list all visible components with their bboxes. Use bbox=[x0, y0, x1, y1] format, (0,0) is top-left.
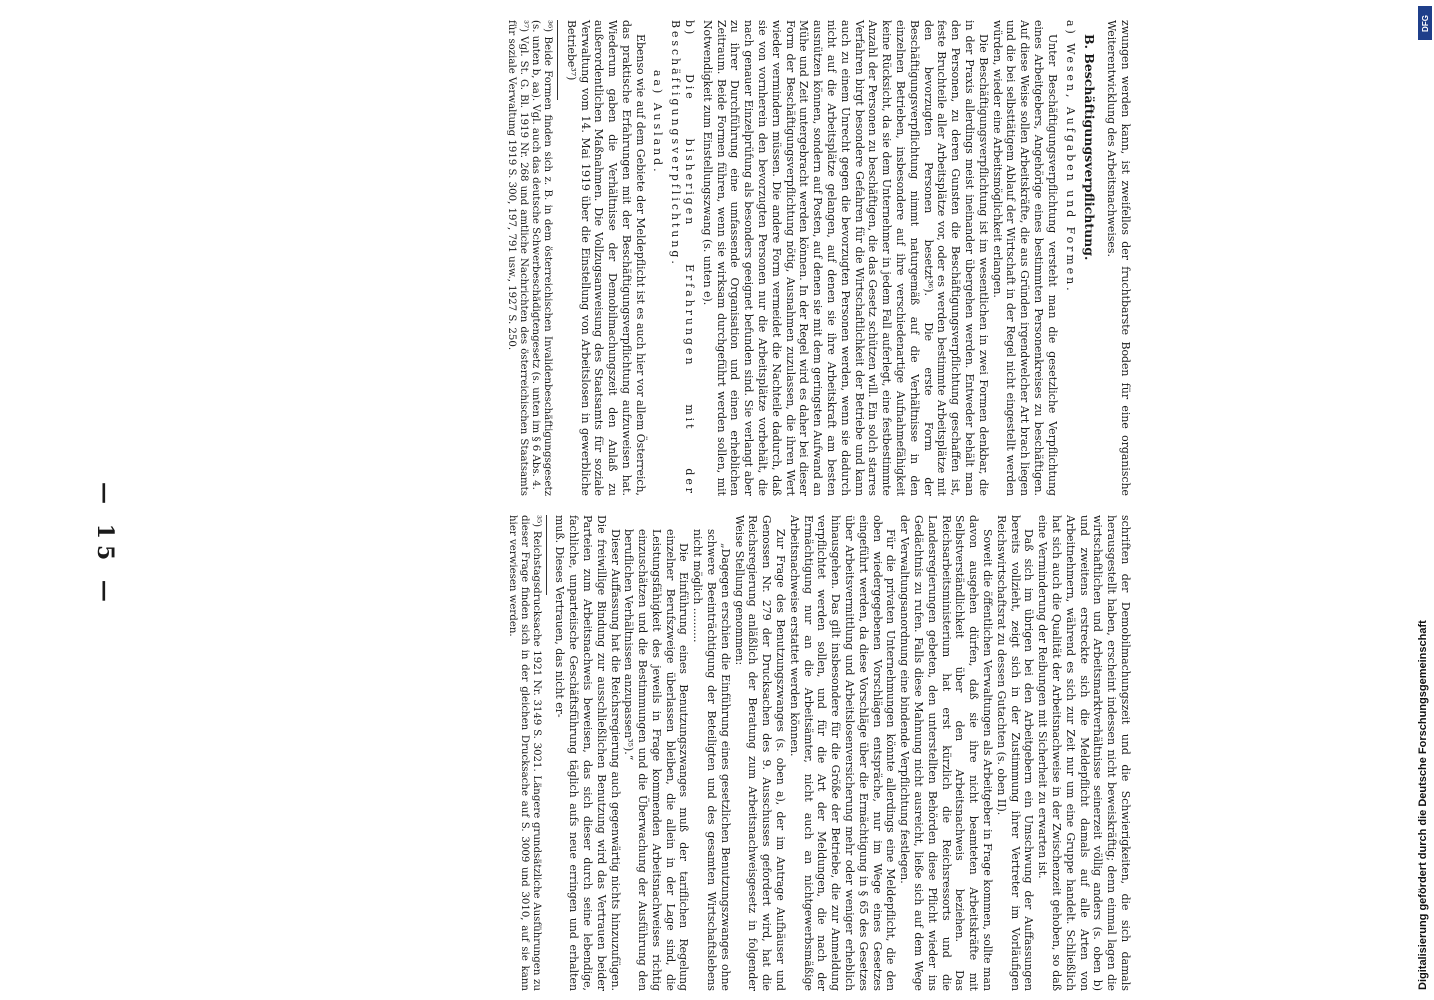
left-paragraph: Für die privaten Unternehmungen könnte allerdings eine Meldepflicht, die den oben wiedergegebenen Vorschlägen entspräche, nur im Wege eines Gesetzes eingeführt werden, da diese Vorschläge über die Ermächtigung in § 65 des Gesetzes über Arbeitsvermittlung und Arbeitslosenversicherung mehr oder weniger erheblich hinausgehen. Das gilt insbesondere für die Größe der Betriebe, die zur Anmeldung verpflichtet werden sollen, und für die Art der Meldungen, die nach der Ermächtigung nur an die Arbeitsämter, nicht auch an nichtgewerbsmäßige Arbeitsnachweise erstattet werden können. bbox=[787, 515, 898, 991]
left-paragraph: Soweit die öffentlichen Verwaltungen als Arbeitgeber in Frage kommen, sollte man davon ausgehen dürfen, daß sie ihre nicht beamteten Arbeitskräfte mit Selbstverständlichkeit über den Arbeitsnachweis beziehen. Das Reichsarbeitsministerium hat erst kürzlich die Reichsressorts und die Landesregierungen gebeten, den unterstellten Behörden diese Pflicht wieder ins Gedächtnis zu rufen. Falls diese Mahnung nicht ausreicht, ließe sich auf dem Wege der Verwaltungsanordnung eine bindende Verpflichtung festlegen. bbox=[898, 515, 995, 991]
left-paragraph: Dieser Auffassung hat die Reichsregierung auch gegenwärtig nichts hinzuzufügen. Die freiwillige Bindung zur ausschließlichen Benutzung wird das Vertrauen beider Parteien zum Arbeitsnachweis beweisen, das sich dieser durch seine lebendige, fachliche, unparteiische Geschäftsführung täglich aufs neue erringen und erhalten muß. Dieses Vertrauen, das nicht er- bbox=[553, 515, 622, 991]
quote-paragraph: „Dagegen erschien die Einführung eines gesetzlichen Benutzungszwanges ohne schwere Beeinträchtigung der Beteiligten und des gesamten Wirtschaftslebens nicht möglich .......... bbox=[691, 529, 732, 991]
footnote: ³⁵) Reichstagsdrucksache 1921 Nr. 3149 S. 3021. Längere grundsätzliche Ausführungen zu dieser Frage finden sich in der gleichen Drucksache auf S. 3009 und 3010, auf sie kann hier verwiesen werden. bbox=[506, 515, 542, 991]
page-number-text: — 15 — bbox=[92, 482, 118, 608]
footnote-rule bbox=[557, 20, 558, 100]
footnote: ³⁶) Beide Formen finden sich z. B. in dem österreichischen Invalidenbeschäftigungsgesetz (s. unten b, aa). Vgl. auch das deutsche Schwerbeschädigtengesetz (s. unten im § 6 Abs. 4. bbox=[529, 20, 553, 496]
footnote: ³⁷) Vgl. St. G. Bl. 1919 Nr. 268 und amtliche Nachrichten des österreichischen Staatsamts für soziale Verwaltung 1919 S. 300, 197, 791 usw., 1927 S. 250. bbox=[505, 20, 529, 496]
dfg-logo: DFG bbox=[1418, 6, 1432, 40]
left-paragraph: Daß sich im übrigen bei den Arbeitgebern ein Umschwung der Auffassungen bereits vollzieht, zeigt sich in der Zustimmung ihrer Vertreter im Vorläufigen Reichswirtschaftsrat zu dessen Gutachten (s. oben II). bbox=[994, 515, 1036, 991]
credit-text: Digitalisierung gefördert durch die Deutsche Forschungsgemeinschaft bbox=[1417, 620, 1429, 990]
right-paragraph: Die Beschäftigungsverpflichtung ist im wesentlichen in zwei Formen denkbar, die in der Praxis allerdings meist ineinander übergehen werden. Entweder behält man den Personen, zu deren Gunsten die Beschäftigungsverpflichtung geschaffen ist, feste Bruchteile aller Arbeitsplätze vor, oder es werden bestimmte Arbeitsplätze mit den bevorzugten Personen besetzt³⁶). Die erste Form der Beschäftigungsverpflichtung nimmt naturgemäß auf die Verhältnisse in den einzelnen Betrieben, insbesondere auf ihre verschiedenartige Aufnahmefähigkeit keine Rücksicht, da sie dem Unternehmer in jedem Fall auferlegt, eine festbestimmte Anzahl der Personen zu beschäftigen, die das Gesetz schützen will. Ein solch starres Verfahren birgt besondere Gefahren für die Wirtschaftlichkeit der Betriebe und kann auch zu einem Unrecht gegen die bevorzugten Personen werden, wenn sie dadurch nicht auf die Arbeitsplätze gelangen, auf denen sie ihre Arbeitskraft am besten ausnützen können, sondern auf Posten, auf denen sie mit dem geringsten Aufwand an Mühe und Zeit untergebracht werden können. In der Regel wird es daher bei dieser Form der Beschäftigungsverpflichtung nötig, Ausnahmen zuzulassen, die ihren Wert wieder vermindern müssen. Die andere Form vermeidet die Nachteile dadurch, daß sie von vornherein den bevorzugten Personen nur die Arbeitsplätze vorbehält, die nach genauer Einzelprüfung als besonders geeignet befunden sind. Sie verlangt aber zu ihrer Durchführung eine umfassende Organisation und einen erheblichen Zeitraum. Beide Formen führen, wenn sie wirksam durchgeführt werden sollen, mit Notwendigkeit zum Einstellungszwang (s. unten e). bbox=[700, 20, 990, 496]
subsection-heading: b) Die bisherigen Erfahrungen mit der Beschäftigungsverpflichtung. bbox=[669, 20, 697, 496]
left-paragraph: Zur Frage des Benutzungszwanges (s. oben a), der im Antrage Aufhäuser und Genossen Nr. 279 der Drucksachen des 9. Ausschusses gefordert wird, hat die Reichsregierung anläßlich der Beratung zum Arbeitsnachweisgesetz in folgender Weise Stellung genommen: bbox=[732, 515, 788, 991]
right-paragraph: Unter Beschäftigungsverpflichtung versteht man die gesetzliche Verpflichtung eines Arbeitgebers, Angehörige eines bestimmten Personenkreises zu beschäftigen. Auf diese Weise sollen Arbeitskräfte, die aus Gründen irgendwelcher Art brach liegen und die bei selbsttätigem Ablauf der Wirtschaft in der Regel nicht eingestellt werden würden, wieder eine Arbeitsmöglichkeit erlangen. bbox=[990, 20, 1059, 496]
digitization-credit bbox=[1414, 0, 1434, 1000]
footnote-rule bbox=[546, 515, 547, 595]
subsection-heading: a) Wesen, Aufgaben und Formen. bbox=[1063, 20, 1077, 294]
quote-paragraph: Die Einführung eines Benutzungszwanges muß der tariflichen Regelung einzelner Berufszweige überlassen bleiben, die allein in der Lage sind, die Leistungsfähigkeit des jeweils in Frage kommenden Arbeitsnachweises richtig einzuschätzen und die Bestimmungen und die Überwachung der Ausführung den beruflichen Verhältnissen anzupassen³⁵).“ bbox=[622, 529, 691, 991]
text-column-right bbox=[505, 20, 1132, 496]
right-paragraph: zwungen werden kann, ist zweifellos der fruchtbarste Boden für eine organische Weiterentwicklung des Arbeitsnachweises. bbox=[1105, 20, 1132, 496]
text-column-left bbox=[506, 515, 1132, 991]
page-number-rotated bbox=[92, 482, 118, 608]
section-heading: B. Beschäftigungsverpflichtung. bbox=[1082, 34, 1098, 261]
subsection-heading: aa) Ausland. bbox=[651, 70, 665, 175]
left-paragraph: schriften der Demobilmachungszeit und die Schwierigkeiten, die sich damals herausgestellt haben, erscheint indessen nicht beweiskräftig; denn einmal lagen die wirtschaftlichen und Arbeitsmarktverhältnisse seinerzeit völlig anders (s. oben b) und zweitens erstreckte sich die Meldepflicht damals auf alle Arten von Arbeitnehmern, während es sich zur Zeit nur um eine Gruppe handelt. Schließlich hat sich auch die Qualität der Arbeitsnachweise in der Zwischenzeit gehoben, so daß eine Verminderung der Reibungen mit Sicherheit zu erwarten ist. bbox=[1036, 515, 1132, 991]
right-paragraph: Ebenso wie auf dem Gebiete der Meldepflicht ist es auch hier vor allem Österreich, das praktische Erfahrungen mit der Beschäftigungsverpflichtung aufzuweisen hat. Wiederum gaben die Verhältnisse der Demobilmachungszeit den Anlaß zu außerordentlichen Maßnahmen. Die Vollzugsanweisung des Staatsamts für soziale Verwaltung vom 14. Mai 1919 über die Einstellung von Arbeitslosen in gewerbliche Betriebe³⁷) bbox=[564, 20, 647, 496]
